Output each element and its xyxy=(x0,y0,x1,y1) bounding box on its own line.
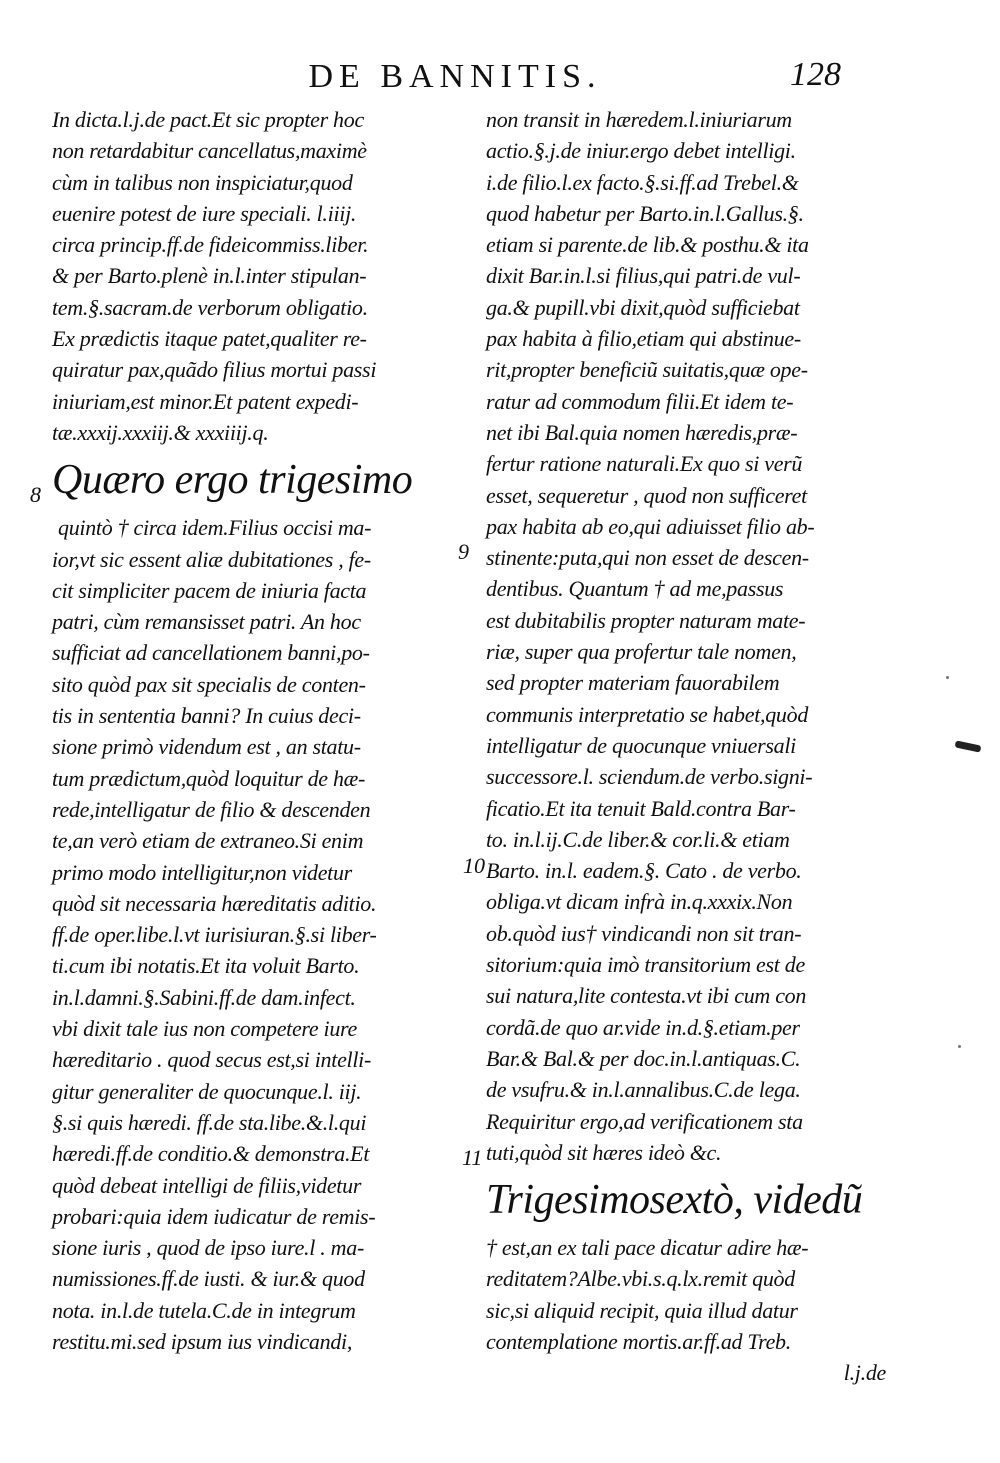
text-line: pax habita à filio,etiam qui abstinue- xyxy=(486,326,801,352)
text-line: Barto. in.l. eadem.§. Cato . de verbo. xyxy=(486,858,802,884)
text-line: sed propter materiam fauorabilem xyxy=(486,670,780,696)
text-line: & per Barto.plenè in.l.inter stipulan- xyxy=(52,263,367,289)
text-line: rede,intelligatur de filio & descenden xyxy=(52,796,371,822)
text-line: primo modo intelligitur,non videtur xyxy=(52,859,352,885)
text-line: to. in.l.ij.C.de liber.& cor.li.& etiam xyxy=(486,826,790,852)
text-line: contemplatione mortis.ar.ff.ad Treb. xyxy=(486,1328,791,1354)
text-line: ior,vt sic essent aliæ dubitationes , fe- xyxy=(52,546,371,572)
text-line: hæreditario . quod secus est,si intelli- xyxy=(52,1047,371,1073)
text-line: te,an verò etiam de extraneo.Si enim xyxy=(52,828,364,854)
text-line: stinente:puta,qui non esset de descen- xyxy=(486,545,809,571)
text-line: §.si quis hæredi. ff.de sta.libe.&.l.qui xyxy=(52,1109,367,1135)
text-line: sic,si aliquid recipit, quia illud datur xyxy=(486,1297,798,1323)
text-line: vbi dixit tale ius non competere iure xyxy=(52,1016,357,1042)
text-line: reditatem?Albe.vbi.s.q.lx.remit quòd xyxy=(486,1266,795,1292)
text-line: non retardabitur cancellatus,maximè xyxy=(52,138,367,164)
margin-marker: 8 xyxy=(30,482,41,507)
section-heading-36: Trigesimosextò, videdũ xyxy=(486,1177,863,1224)
text-line: sitorium:quia imò transitorium est de xyxy=(486,952,805,978)
text-line: tum prædictum,quòd loquitur de hæ- xyxy=(52,765,366,791)
margin-marker: 9 xyxy=(458,539,469,564)
right-paragraph-a xyxy=(486,104,896,1168)
text-line: dentibus. Quantum † ad me,passus xyxy=(486,576,784,602)
text-line: sufficiat ad cancellationem banni,po- xyxy=(52,640,370,666)
text-line: ti.cum ibi notatis.Et ita voluit Barto. xyxy=(52,953,360,979)
text-line: rit,propter beneficiũ suitatis,quæ ope- xyxy=(486,357,808,383)
text-line: quiratur pax,quãdo filius mortui passi xyxy=(52,357,377,383)
running-title: DE BANNITIS. xyxy=(308,58,602,95)
text-line: obliga.vt dicam infrà in.q.xxxix.Non xyxy=(486,889,793,915)
text-line: sito quòd pax sit specialis de conten- xyxy=(52,671,366,697)
speck xyxy=(946,676,949,679)
text-line: gitur generaliter de quocunque.l. iij. xyxy=(52,1078,362,1104)
text-line: restitu.mi.sed ipsum ius vindicandi, xyxy=(52,1328,353,1354)
text-line: de vsufru.& in.l.annalibus.C.de lega. xyxy=(486,1077,801,1103)
text-line: ficatio.Et ita tenuit Bald.contra Bar- xyxy=(486,795,796,821)
left-paragraph-a xyxy=(52,104,452,448)
margin-ink-mark xyxy=(955,740,982,752)
margin-marker: 10 xyxy=(463,853,485,878)
text-line: ratur ad commodum filii.Et idem te- xyxy=(486,388,794,414)
page-number: 128 xyxy=(790,56,841,93)
text-line: tæ.xxxij.xxxiij.& xxxiiij.q. xyxy=(52,419,269,445)
text-line: tem.§.sacram.de verborum obligatio. xyxy=(52,294,368,320)
text-line: Bar.& Bal.& per doc.in.l.antiquas.C. xyxy=(486,1045,801,1071)
section-heading-35: Quæro ergo trigesimo xyxy=(52,457,413,504)
text-line: nota. in.l.de tutela.C.de in integrum xyxy=(52,1297,356,1323)
text-line: patri, cùm remansisset patri. An hoc xyxy=(52,609,361,635)
text-line: quòd debeat intelligi de filiis,videtur xyxy=(52,1172,362,1198)
text-line: probari:quia idem iudicatur de remis- xyxy=(52,1203,376,1229)
text-line: cordã.de quo ar.vide in.d.§.etiam.per xyxy=(486,1014,800,1040)
text-line: riæ, super qua profertur tale nomen, xyxy=(486,639,797,665)
text-line: ff.de oper.libe.l.vt iurisiuran.§.si liber- xyxy=(52,922,377,948)
text-line: sione iuris , quod de ipso iure.l . ma- xyxy=(52,1235,364,1261)
text-line: circa princip.ff.de fideicommiss.liber. xyxy=(52,232,369,258)
text-line: non transit in hæredem.l.iniuriarum xyxy=(486,107,792,132)
right-column xyxy=(486,104,896,1389)
text-line: In dicta.l.j.de pact.Et sic propter hoc xyxy=(52,107,364,132)
text-line: net ibi Bal.quia nomen hæredis,præ- xyxy=(486,419,798,445)
text-line: in.l.damni.§.Sabini.ff.de dam.infect. xyxy=(52,984,356,1010)
text-line: actio.§.j.de iniur.ergo debet intelligi. xyxy=(486,138,796,164)
text-line: quòd sit necessaria hæreditatis aditio. xyxy=(52,890,377,916)
text-line: communis interpretatio se habet,quòd xyxy=(486,701,809,727)
text-line: † est,an ex tali pace dicatur adire hæ- xyxy=(486,1235,809,1261)
text-line: tuti,quòd sit hæres ideò &c. xyxy=(486,1139,722,1165)
text-line: iniuriam,est minor.Et patent expedi- xyxy=(52,388,359,414)
text-line: quintò † circa idem.Filius occisi ma- xyxy=(58,515,372,541)
left-paragraph-b xyxy=(52,512,452,1357)
text-line: cit simpliciter pacem de iniuria facta xyxy=(52,577,367,603)
text-line: successore.l. sciendum.de verbo.signi- xyxy=(486,764,813,790)
text-line: sui natura,lite contesta.vt ibi cum con xyxy=(486,983,807,1009)
text-line: ob.quòd ius† vindicandi non sit tran- xyxy=(486,920,802,946)
text-line: i.de filio.l.ex facto.§.si.ff.ad Trebel.& xyxy=(486,169,799,195)
text-line: esset, sequeretur , quod non sufficeret xyxy=(486,482,807,508)
text-line: dixit Bar.in.l.si filius,qui patri.de vul- xyxy=(486,263,801,289)
right-paragraph-b xyxy=(486,1232,896,1388)
text-line: euenire potest de iure speciali. l.iiij. xyxy=(52,200,357,226)
text-line: tis in sententia banni? In cuius deci- xyxy=(52,703,361,729)
catchword: l.j.de xyxy=(843,1360,886,1386)
text-line: intelligatur de quocunque vniuersali xyxy=(486,732,796,758)
text-line: quod habetur per Barto.in.l.Gallus.§. xyxy=(486,200,804,226)
text-line: pax habita ab eo,qui adiuisset filio ab- xyxy=(486,513,815,539)
text-line: sione primò videndum est , an statu- xyxy=(52,734,361,760)
speck xyxy=(958,1045,961,1048)
text-line: numissiones.ff.de iusti. & iur.& quod xyxy=(52,1266,365,1292)
left-column xyxy=(52,104,452,1357)
text-line: etiam si parente.de lib.& posthu.& ita xyxy=(486,232,809,258)
text-line: est dubitabilis propter naturam mate- xyxy=(486,607,806,633)
text-line: hæredi.ff.de conditio.& demonstra.Et xyxy=(52,1141,370,1167)
text-line: Requiritur ergo,ad verificationem sta xyxy=(486,1108,803,1134)
text-line: fertur ratione naturali.Ex quo si verũ xyxy=(486,451,803,477)
margin-marker: 11 xyxy=(462,1145,483,1170)
text-line: Ex prædictis itaque patet,qualiter re- xyxy=(52,326,367,352)
text-line: ga.& pupill.vbi dixit,quòd sufficiebat xyxy=(486,294,800,320)
text-line: cùm in talibus non inspiciatur,quod xyxy=(52,169,353,195)
